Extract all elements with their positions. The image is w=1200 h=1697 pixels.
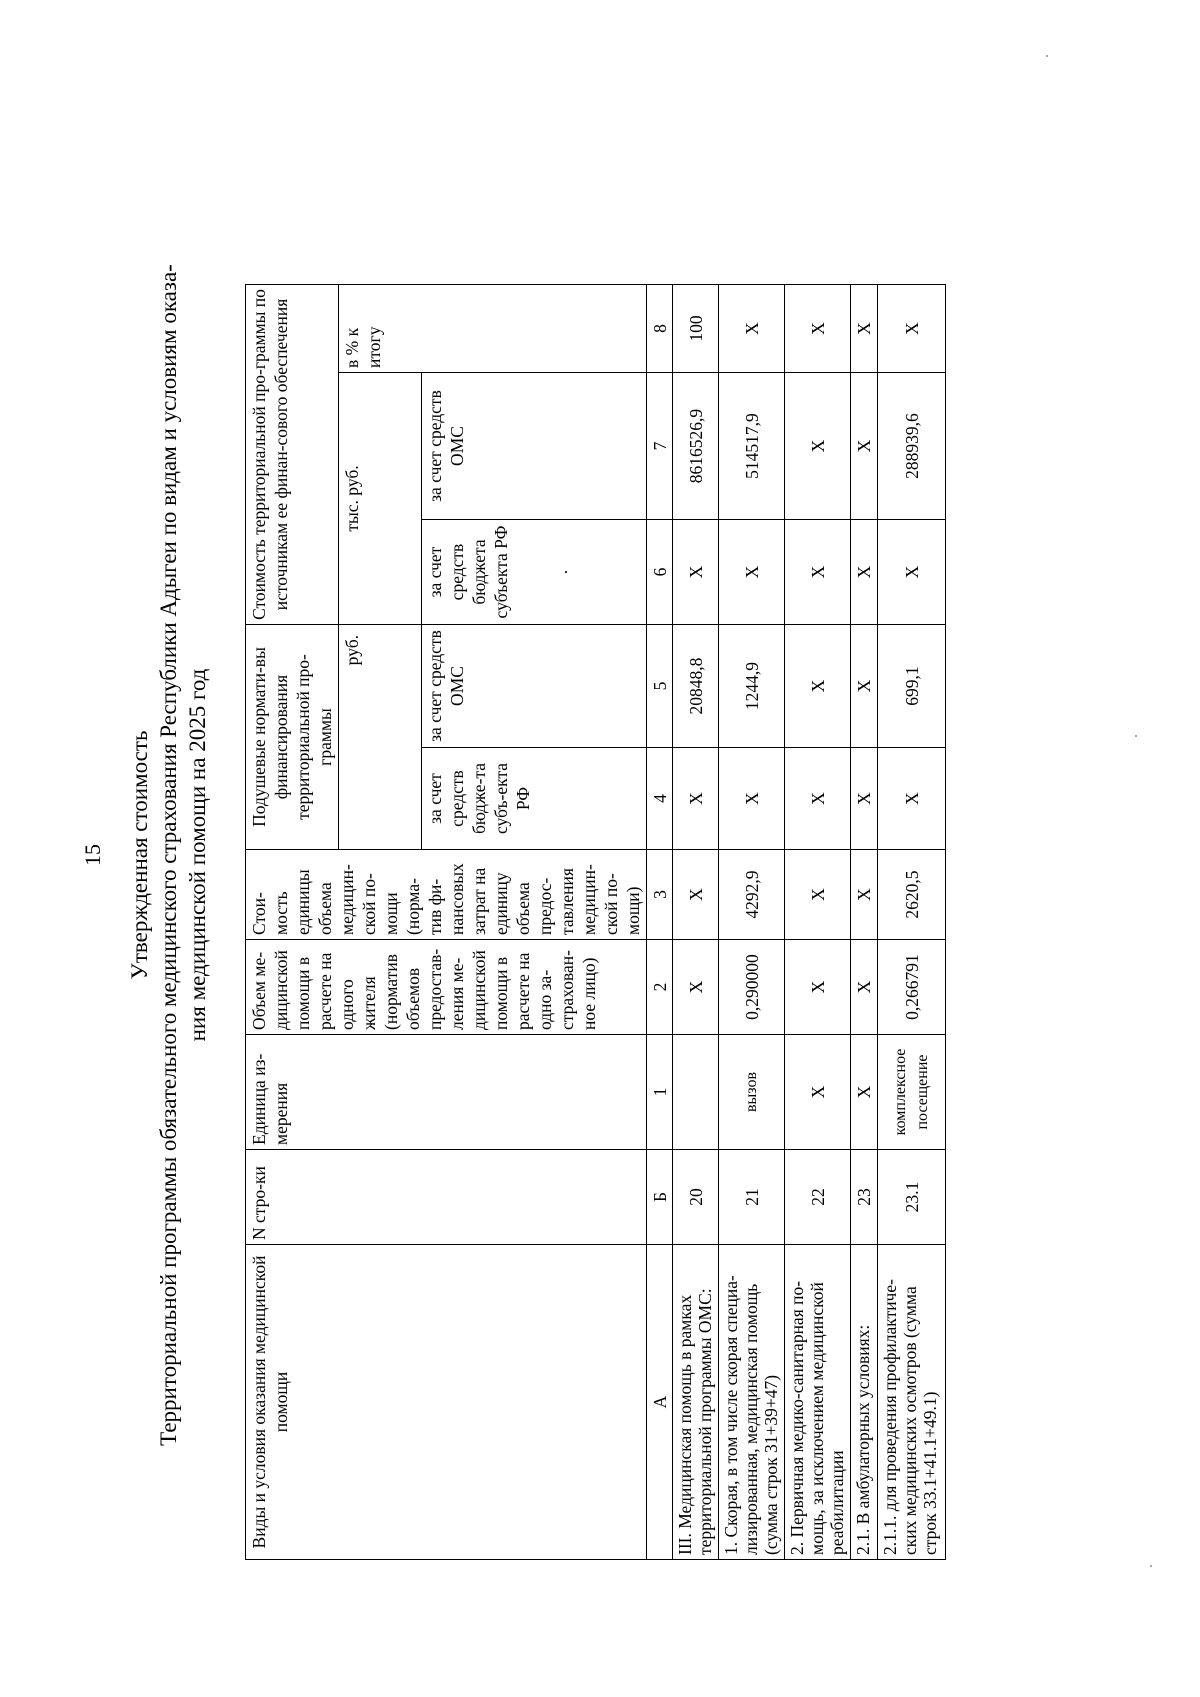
- row-name: III. Медицинская помощь в рамках территориальной программы ОМС:: [673, 1245, 719, 1560]
- scan-speck: [1135, 735, 1137, 737]
- title-line-3: ния медицинской помощи на 2025 год: [185, 668, 210, 1042]
- header-col-a: Виды и условия оказания медицинской помощи: [246, 1245, 647, 1560]
- row-unit-cost: 4292,9: [719, 850, 785, 940]
- title-line-1: Утвержденная стоимость: [127, 730, 152, 980]
- scan-speck: [1150, 1565, 1152, 1567]
- row-unit: Х: [785, 1035, 851, 1150]
- row-cost-oms: 8616526,9: [673, 373, 719, 520]
- row-unit: вызов: [719, 1035, 785, 1150]
- table-row: [673, 285, 719, 1560]
- row-cost-oms: 514517,9: [719, 373, 785, 520]
- column-number-row: [647, 285, 673, 1560]
- row-norm-budget: Х: [719, 748, 785, 850]
- row-unit-cost: Х: [673, 850, 719, 940]
- row-norm-budget: Х: [673, 748, 719, 850]
- header-col-6-label: за счет средств бюджета субъекта РФ: [425, 525, 511, 619]
- title-line-2: Территориальной программы обязательного медицинского страхования Республики Адыгеи по видам и условиям оказа-: [156, 264, 181, 1446]
- row-norm-oms: 1244,9: [719, 625, 785, 748]
- row-name: 2. Первичная медико-санитарная по-мощь, за исключением медицинской реабилитации: [785, 1245, 851, 1560]
- table-row: [851, 285, 878, 1560]
- page-number: 15: [80, 844, 105, 866]
- row-unit-cost: Х: [785, 850, 851, 940]
- column-number: Б: [647, 1150, 673, 1245]
- row-line-number: 21: [719, 1150, 785, 1245]
- cost-table: [245, 284, 946, 1560]
- header-col-2: Объем ме-дицинской помощи в расчете на одного жителя (норматив объемов предостав-ления ме-дицинской помощи в расчете на одно за-страхован-ное лицо): [246, 940, 647, 1035]
- rotated-page: [70, 90, 1085, 1620]
- column-number: 3: [647, 850, 673, 940]
- row-norm-budget: Х: [851, 748, 878, 850]
- row-volume: Х: [851, 940, 878, 1035]
- row-percent: Х: [719, 285, 785, 373]
- row-cost-oms: Х: [785, 373, 851, 520]
- header-group-norms: Подушевые нормати-вы финансирования территориальной про-граммы: [246, 625, 339, 850]
- row-percent: Х: [785, 285, 851, 373]
- row-cost-oms: 288939,6: [878, 373, 946, 520]
- row-volume: 0,290000: [719, 940, 785, 1035]
- row-norm-budget: Х: [785, 748, 851, 850]
- row-percent: Х: [851, 285, 878, 373]
- column-number: 6: [647, 520, 673, 625]
- column-number: 8: [647, 285, 673, 373]
- row-line-number: 20: [673, 1150, 719, 1245]
- document-title: [125, 110, 212, 1600]
- row-name: 2.1.1. для проведения профилактиче-ских медицинских осмотров (сумма строк 33.1+41.1+49.1): [878, 1245, 946, 1560]
- header-col-6-mark: .: [551, 569, 571, 575]
- row-cost-budget: Х: [719, 520, 785, 625]
- row-norm-oms: 20848,8: [673, 625, 719, 748]
- row-cost-oms: Х: [851, 373, 878, 520]
- header-col-5: за счет средств ОМС: [422, 625, 647, 748]
- row-cost-budget: Х: [851, 520, 878, 625]
- row-percent: 100: [673, 285, 719, 373]
- table-row: [719, 285, 785, 1560]
- header-col-3: Стои-мость единицы объема медицин-ской по-мощи (норма-тив фи-нансовых затрат на единицу объема предос-тавления медицин-ской по-мощи): [246, 850, 647, 940]
- header-col-1: Единица из-мерения: [246, 1035, 647, 1150]
- row-volume: 0,266791: [878, 940, 946, 1035]
- row-norm-oms: 699,1: [878, 625, 946, 748]
- column-number: 4: [647, 748, 673, 850]
- column-number: 5: [647, 625, 673, 748]
- row-line-number: 23: [851, 1150, 878, 1245]
- header-col-b: N стро-ки: [246, 1150, 647, 1245]
- column-number: 2: [647, 940, 673, 1035]
- row-line-number: 23.1: [878, 1150, 946, 1245]
- row-unit: [673, 1035, 719, 1150]
- row-volume: Х: [785, 940, 851, 1035]
- header-col-7: за счет средств ОМС: [422, 373, 647, 520]
- header-unit-rub: руб.: [339, 625, 422, 850]
- row-percent: Х: [878, 285, 946, 373]
- row-norm-oms: Х: [851, 625, 878, 748]
- row-norm-oms: Х: [785, 625, 851, 748]
- header-unit-thousand-rub: тыс. руб.: [339, 373, 422, 625]
- header-col-6: [422, 520, 647, 625]
- header-col-4: за счет средств бюдже-та субъ-екта РФ: [422, 748, 647, 850]
- row-cost-budget: Х: [878, 520, 946, 625]
- row-unit-cost: 2620,5: [878, 850, 946, 940]
- row-cost-budget: Х: [673, 520, 719, 625]
- row-cost-budget: Х: [785, 520, 851, 625]
- row-name: 1. Скорая, в том числе скорая специа-лизированная, медицинская помощь (сумма строк 31+39+47): [719, 1245, 785, 1560]
- row-line-number: 22: [785, 1150, 851, 1245]
- row-unit: комплексное посещение: [878, 1035, 946, 1150]
- table-row: [878, 285, 946, 1560]
- row-volume: Х: [673, 940, 719, 1035]
- row-unit: Х: [851, 1035, 878, 1150]
- column-number: А: [647, 1245, 673, 1560]
- row-unit-cost: Х: [851, 850, 878, 940]
- column-number: 7: [647, 373, 673, 520]
- column-number: 1: [647, 1035, 673, 1150]
- scan-speck: [1046, 55, 1048, 57]
- header-col-8: в % к итогу: [339, 285, 647, 373]
- row-norm-budget: Х: [878, 748, 946, 850]
- header-group-cost: Стоимость территориальной про-граммы по источникам ее финан-сового обеспечения: [246, 285, 339, 625]
- row-name: 2.1. В амбулаторных условиях:: [851, 1245, 878, 1560]
- table-row: [785, 285, 851, 1560]
